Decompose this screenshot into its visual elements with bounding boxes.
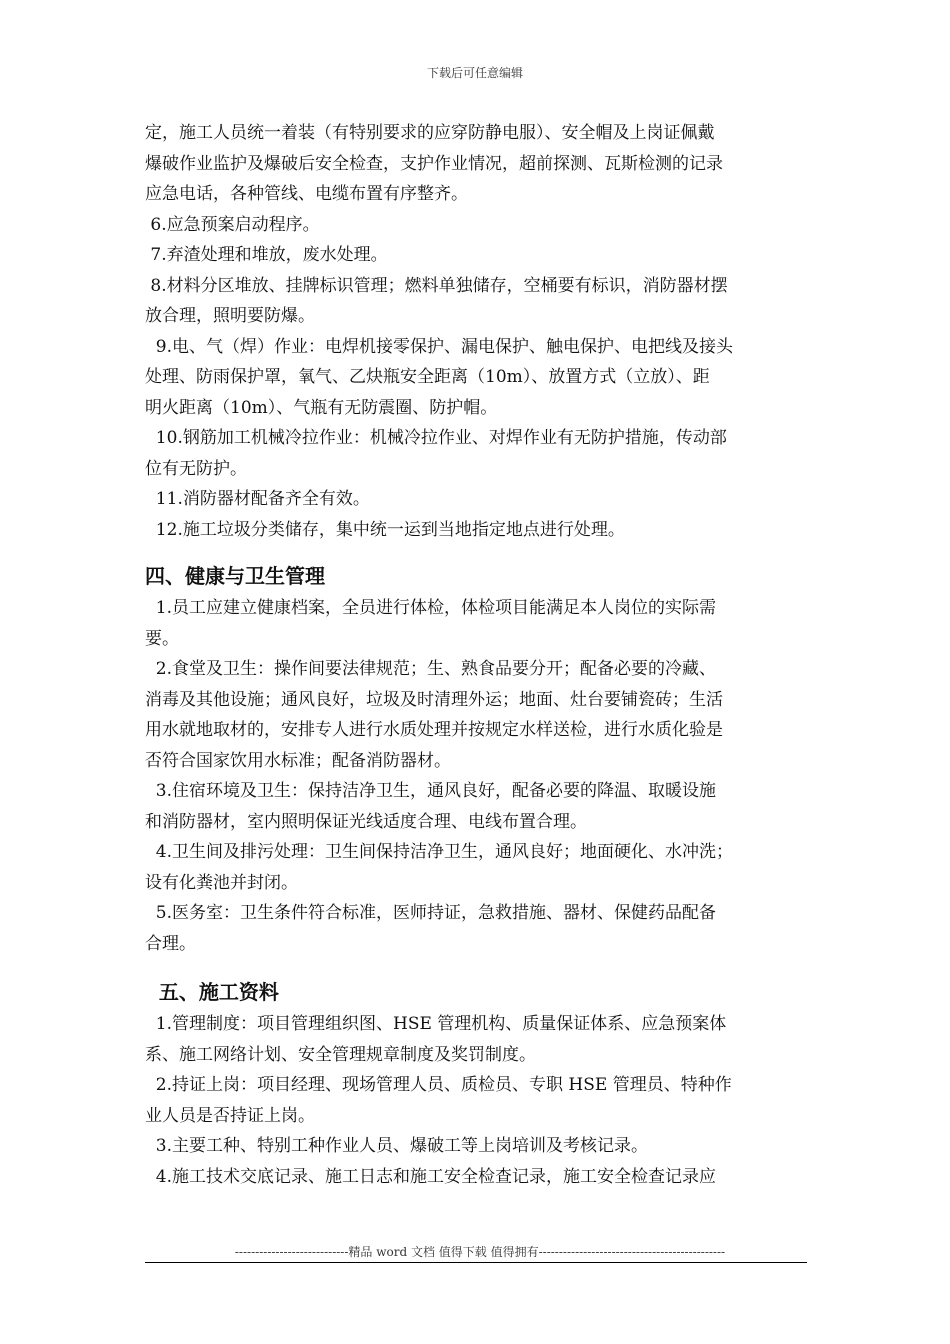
body-paragraphs	[145, 118, 815, 545]
text-line: 7.弃渣处理和堆放，废水处理。	[145, 245, 388, 265]
text-line: 3.主要工种、特别工种作业人员、爆破工等上岗培训及考核记录。	[145, 1136, 649, 1156]
text-line: 位有无防护。	[145, 458, 247, 479]
text-line: 否符合国家饮用水标准；配备消防器材。	[145, 750, 451, 771]
text-line: 4.卫生间及排污处理：卫生间保持洁净卫生，通风良好；地面硬化、水冲洗；	[145, 842, 734, 862]
page-footer: ----------------------------精品 word 文档 值得下载 值得拥有----------------------------------------------	[234, 1245, 726, 1259]
text-line: 2.食堂及卫生：操作间要法律规范；生、熟食品要分开；配备必要的冷藏、	[145, 659, 717, 679]
page-header: 下载后可任意编辑	[426, 66, 523, 80]
text-line: 用水就地取材的，安排专人进行水质处理并按规定水样送检，进行水质化验是	[145, 720, 723, 740]
text-line: 12.施工垃圾分类储存，集中统一运到当地指定地点进行处理。	[145, 519, 625, 540]
text-line: 1.员工应建立健康档案，全员进行体检，体检项目能满足本人岗位的实际需	[145, 598, 717, 618]
text-line: 和消防器材，室内照明保证光线适度合理、电线布置合理。	[145, 811, 587, 832]
text-line: 3.住宿环境及卫生：保持洁净卫生，通风良好，配备必要的降温、取暖设施	[145, 781, 717, 801]
text-line: 放合理，照明要防爆。	[145, 306, 315, 326]
section-heading-health: 四、健康与卫生管理	[145, 564, 325, 588]
text-line: 1.管理制度：项目管理组织图、HSE 管理机构、质量保证体系、应急预案体	[145, 1014, 727, 1034]
text-line: 系、施工网络计划、安全管理规章制度及奖罚制度。	[145, 1044, 536, 1065]
text-line: 定，施工人员统一着装（有特别要求的应穿防静电服）、安全帽及上岗证佩戴	[145, 123, 715, 143]
text-line: 要。	[145, 628, 179, 649]
text-line: 处理、防雨保护罩，氧气、乙炔瓶安全距离（10m）、放置方式（立放）、距	[145, 367, 710, 387]
text-line: 合理。	[145, 933, 196, 954]
section-heading-construction-docs: 五、施工资料	[145, 980, 279, 1004]
text-line: 消毒及其他设施；通风良好，垃圾及时清理外运；地面、灶台要铺瓷砖；生活	[145, 689, 723, 710]
text-line: 2.持证上岗：项目经理、现场管理人员、质检员、专职 HSE 管理员、特种作	[145, 1075, 732, 1095]
text-line: 8.材料分区堆放、挂牌标识管理；燃料单独储存，空桶要有标识，消防器材摆	[145, 275, 728, 296]
section-construction-docs-paragraphs	[145, 1009, 815, 1192]
text-line: 爆破作业监护及爆破后安全检查，支护作业情况，超前探测、瓦斯检测的记录	[145, 153, 723, 174]
text-line: 4.施工技术交底记录、施工日志和施工安全检查记录，施工安全检查记录应	[145, 1166, 717, 1187]
text-line: 6.应急预案启动程序。	[145, 214, 320, 235]
text-line: 应急电话，各种管线、电缆布置有序整齐。	[145, 184, 468, 204]
text-line: 业人员是否持证上岗。	[145, 1105, 315, 1126]
footer-divider	[145, 1262, 807, 1263]
text-line: 11.消防器材配备齐全有效。	[145, 489, 370, 509]
text-line: 10.钢筋加工机械冷拉作业：机械冷拉作业、对焊作业有无防护措施，传动部	[145, 428, 727, 448]
text-line: 9.电、气（焊）作业：电焊机接零保护、漏电保护、触电保护、电把线及接头	[145, 336, 734, 357]
document-body	[145, 118, 815, 1192]
section-health-paragraphs	[145, 593, 815, 959]
text-line: 5.医务室：卫生条件符合标准，医师持证，急救措施、器材、保健药品配备	[145, 903, 717, 923]
text-line: 设有化粪池并封闭。	[145, 872, 298, 893]
text-line: 明火距离（10m）、气瓶有无防震圈、防护帽。	[145, 397, 498, 418]
